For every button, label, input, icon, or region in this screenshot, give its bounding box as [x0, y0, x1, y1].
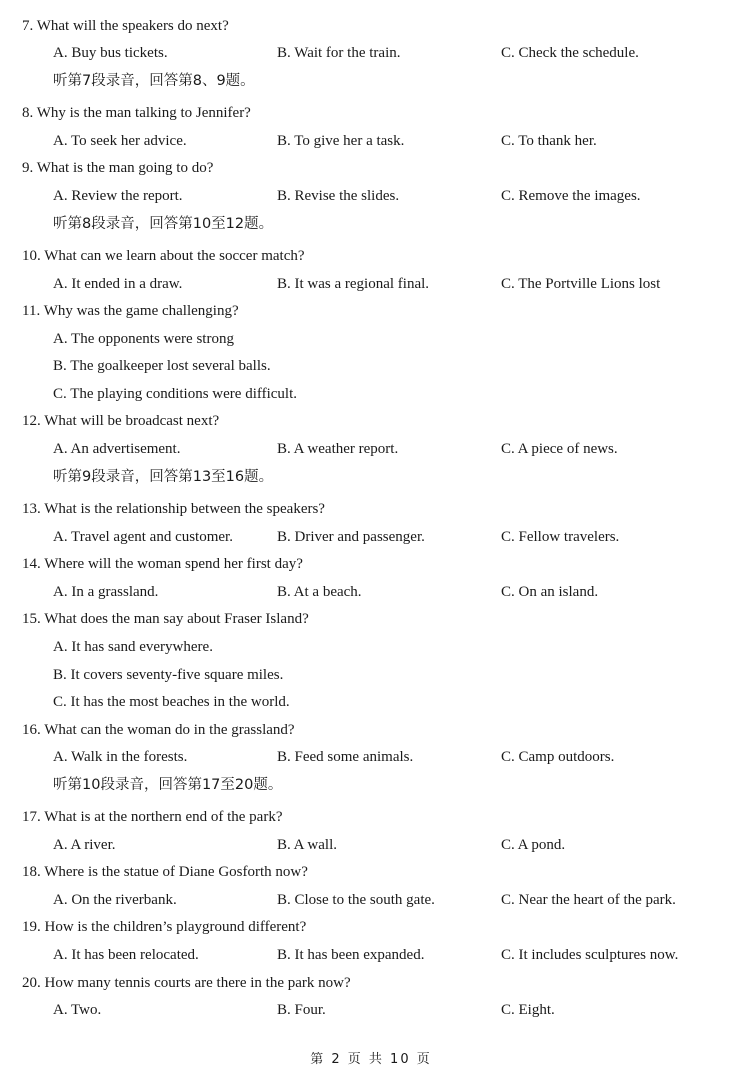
- instruction-text: 听第7段录音，回答第8、9题。: [53, 73, 255, 89]
- question-15-option-a-row: [0, 636, 742, 658]
- question-10-option-b: B. It was a regional final.: [277, 276, 430, 292]
- question-19-option-a: A. It has been relocated.: [53, 947, 199, 963]
- question-7-options: [0, 42, 742, 64]
- question-17-options: [0, 834, 742, 856]
- question-15: [0, 608, 742, 630]
- question-15-option-b: B. It covers seventy-five square miles.: [53, 667, 284, 683]
- question-17-option-b: B. A wall.: [277, 837, 338, 853]
- instruction-section-9: [0, 466, 742, 488]
- question-14-option-a: A. In a grassland.: [53, 584, 159, 600]
- question-17: [0, 806, 742, 828]
- question-10-stem: 10. What can we learn about the soccer match?: [22, 248, 305, 264]
- question-9: [0, 157, 742, 179]
- question-7-stem: 7. What will the speakers do next?: [22, 18, 229, 34]
- question-15-stem: 15. What does the man say about Fraser Island?: [22, 611, 309, 627]
- question-14-option-b: B. At a beach.: [277, 584, 362, 600]
- question-10-option-c: C. The Portville Lions lost: [501, 276, 661, 292]
- question-9-option-a: A. Review the report.: [53, 188, 183, 204]
- instruction-text: 听第10段录音，回答第17至20题。: [53, 777, 283, 793]
- question-16: [0, 719, 742, 741]
- instruction-section-8: [0, 213, 742, 235]
- question-12: [0, 410, 742, 432]
- question-7-option-b: B. Wait for the train.: [277, 45, 401, 61]
- question-20-options: [0, 999, 742, 1021]
- instruction-text: 听第8段录音，回答第10至12题。: [53, 216, 274, 232]
- question-15-option-a: A. It has sand everywhere.: [53, 639, 213, 655]
- question-12-option-c: C. A piece of news.: [501, 441, 618, 457]
- question-11-stem: 11. Why was the game challenging?: [22, 303, 239, 319]
- question-15-option-c-row: [0, 691, 742, 713]
- question-18-option-b: B. Close to the south gate.: [277, 892, 435, 908]
- page-number-footer: 第 2 页 共 10 页: [310, 1052, 432, 1067]
- question-11-option-b-row: [0, 355, 742, 377]
- question-20: [0, 972, 742, 994]
- question-20-option-a: A. Two.: [53, 1002, 102, 1018]
- question-11-option-a: A. The opponents were strong: [53, 331, 234, 347]
- question-9-option-c: C. Remove the images.: [501, 188, 641, 204]
- question-10-options: [0, 273, 742, 295]
- question-16-option-c: C. Camp outdoors.: [501, 749, 615, 765]
- question-20-option-c: C. Eight.: [501, 1002, 555, 1018]
- question-9-options: [0, 185, 742, 207]
- question-13-stem: 13. What is the relationship between the speakers?: [22, 501, 325, 517]
- question-18: [0, 861, 742, 883]
- question-19-option-b: B. It has been expanded.: [277, 947, 425, 963]
- question-14-stem: 14. Where will the woman spend her first day?: [22, 556, 303, 572]
- question-14-option-c: C. On an island.: [501, 584, 599, 600]
- question-8-stem: 8. Why is the man talking to Jennifer?: [22, 105, 251, 121]
- question-19: [0, 916, 742, 938]
- question-12-stem: 12. What will be broadcast next?: [22, 413, 220, 429]
- question-11-option-b: B. The goalkeeper lost several balls.: [53, 358, 271, 374]
- question-20-option-b: B. Four.: [277, 1002, 326, 1018]
- question-9-stem: 9. What is the man going to do?: [22, 160, 214, 176]
- question-12-option-b: B. A weather report.: [277, 441, 399, 457]
- question-18-option-c: C. Near the heart of the park.: [501, 892, 676, 908]
- question-14-options: [0, 581, 742, 603]
- question-9-option-b: B. Revise the slides.: [277, 188, 400, 204]
- question-13-option-a: A. Travel agent and customer.: [53, 529, 233, 545]
- question-10: [0, 245, 742, 267]
- question-16-option-b: B. Feed some animals.: [277, 749, 414, 765]
- question-19-option-c: C. It includes sculptures now.: [501, 947, 679, 963]
- question-7: [0, 15, 742, 37]
- question-13-option-b: B. Driver and passenger.: [277, 529, 425, 545]
- question-16-stem: 16. What can the woman do in the grassland?: [22, 722, 295, 738]
- question-7-option-a: A. Buy bus tickets.: [53, 45, 168, 61]
- question-17-stem: 17. What is at the northern end of the park?: [22, 809, 283, 825]
- question-17-option-a: A. A river.: [53, 837, 116, 853]
- question-8-options: [0, 130, 742, 152]
- question-20-stem: 20. How many tennis courts are there in the park now?: [22, 975, 351, 991]
- question-13-option-c: C. Fellow travelers.: [501, 529, 620, 545]
- question-19-options: [0, 944, 742, 966]
- question-17-option-c: C. A pond.: [501, 837, 566, 853]
- question-11-option-c-row: [0, 383, 742, 405]
- question-15-option-c: C. It has the most beaches in the world.: [53, 694, 290, 710]
- instruction-section-7: [0, 70, 742, 92]
- question-7-option-c: C. Check the schedule.: [501, 45, 639, 61]
- question-8-option-a: A. To seek her advice.: [53, 133, 187, 149]
- question-10-option-a: A. It ended in a draw.: [53, 276, 183, 292]
- question-11-option-a-row: [0, 328, 742, 350]
- question-16-options: [0, 746, 742, 768]
- question-11: [0, 300, 742, 322]
- question-18-option-a: A. On the riverbank.: [53, 892, 177, 908]
- question-12-options: [0, 438, 742, 460]
- question-11-option-c: C. The playing conditions were difficult.: [53, 386, 297, 402]
- instruction-section-10: [0, 774, 742, 796]
- question-16-option-a: A. Walk in the forests.: [53, 749, 188, 765]
- question-13: [0, 498, 742, 520]
- question-18-stem: 18. Where is the statue of Diane Gosforth now?: [22, 864, 308, 880]
- question-13-options: [0, 526, 742, 548]
- question-14: [0, 553, 742, 575]
- question-8-option-c: C. To thank her.: [501, 133, 597, 149]
- question-19-stem: 19. How is the children’s playground different?: [22, 919, 307, 935]
- question-12-option-a: A. An advertisement.: [53, 441, 181, 457]
- instruction-text: 听第9段录音，回答第13至16题。: [53, 469, 274, 485]
- question-8-option-b: B. To give her a task.: [277, 133, 405, 149]
- question-8: [0, 102, 742, 124]
- question-18-options: [0, 889, 742, 911]
- question-15-option-b-row: [0, 664, 742, 686]
